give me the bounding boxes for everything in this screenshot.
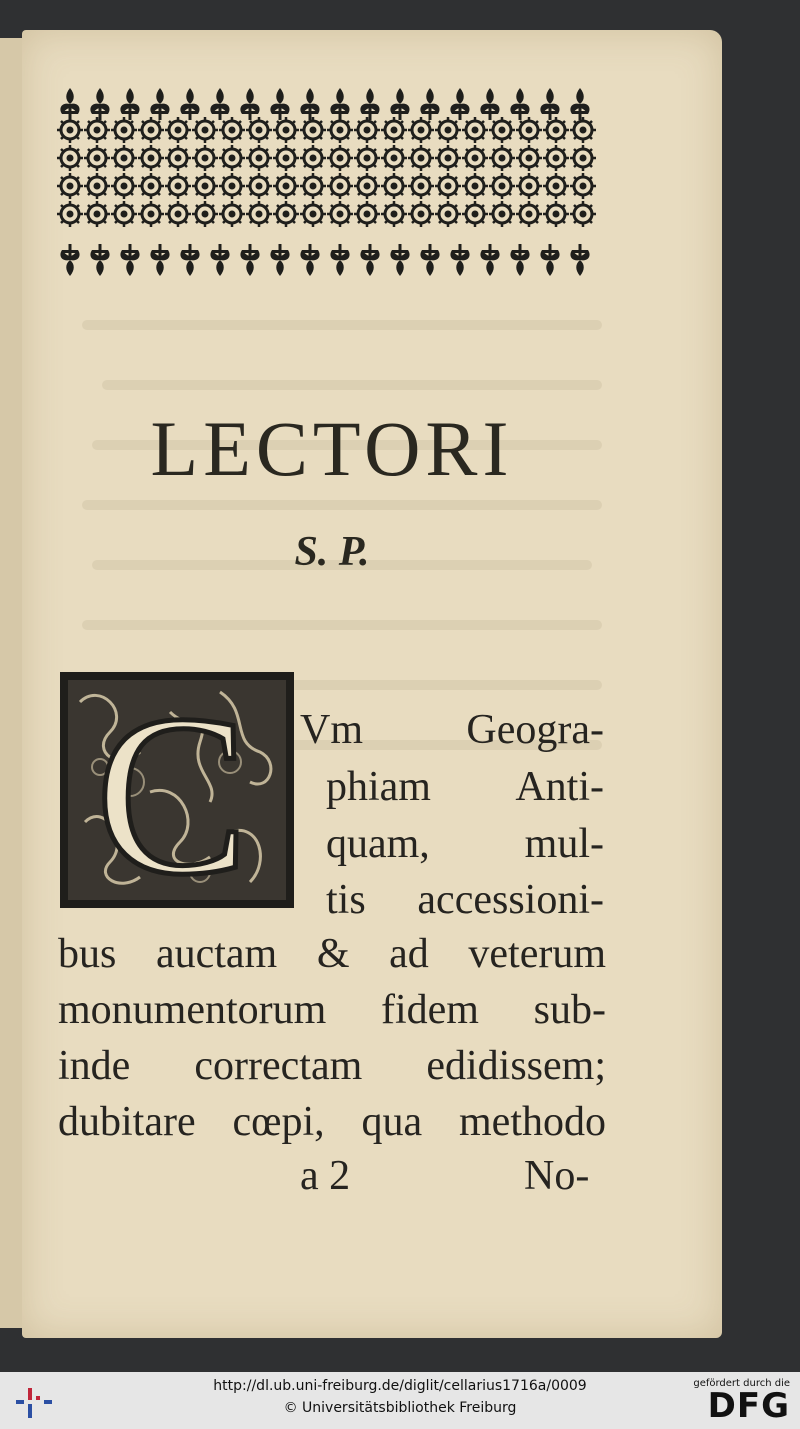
line-2-word-1: phiam: [326, 764, 431, 810]
page-subtitle: S. P.: [294, 529, 370, 575]
line-1-word-1: Vm: [300, 707, 363, 753]
viewer-footer: [0, 1372, 800, 1429]
page-title: LECTORI: [150, 405, 514, 492]
text-line-3: [326, 820, 604, 868]
dfg-logo[interactable]: DFG: [707, 1386, 790, 1426]
ornamental-headpiece: [56, 86, 604, 278]
ornament-bottom-row: [60, 244, 589, 276]
line-3-word-1: quam,: [326, 821, 430, 867]
drop-cap-initial: [60, 672, 294, 908]
signature-mark: a 2: [300, 1153, 351, 1199]
line-2-word-2: Anti-: [515, 764, 604, 810]
ornament-top-row: [60, 88, 589, 120]
text-line-1: [300, 706, 604, 754]
copyright-notice: © Universitätsbibliothek Freiburg: [283, 1400, 517, 1416]
line-3-word-2: mul-: [524, 821, 604, 867]
line-1-word-2: Geogra-: [466, 707, 604, 753]
ornament-rosette-grid: [57, 117, 596, 227]
line-4-word-1: tis: [326, 877, 366, 923]
text-line-2: [326, 763, 604, 811]
funder-label: gefördert durch die: [693, 1378, 790, 1389]
line-4-word-2: accessioni-: [417, 877, 604, 923]
text-line-5: bus auctam & ad veterum: [58, 931, 606, 977]
text-line-4: [326, 876, 604, 924]
catchword: No-: [524, 1153, 590, 1199]
text-line-6: monumentorum fidem sub-: [58, 987, 606, 1033]
document-url-link[interactable]: http://dl.ub.uni-freiburg.de/diglit/cellarius1716a/0009: [213, 1378, 587, 1394]
text-line-8: dubitare cœpi, qua methodo: [58, 1099, 606, 1145]
text-line-7: inde correctam edidissem;: [58, 1043, 606, 1089]
drop-cap-letter: C: [95, 672, 249, 908]
